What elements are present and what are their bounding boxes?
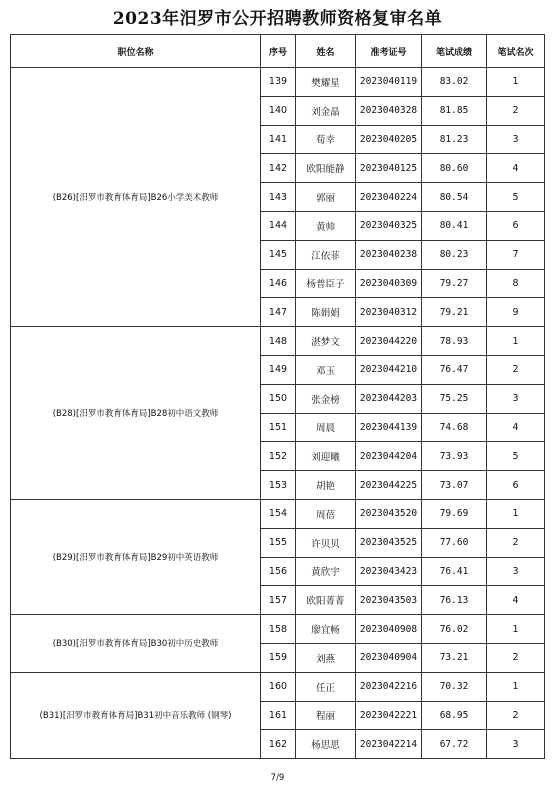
rank-cell: 9: [487, 298, 545, 327]
exam-id-cell: 2023040205: [356, 125, 422, 154]
rank-cell: 6: [487, 211, 545, 240]
name-cell: 许贝贝: [296, 528, 356, 557]
exam-id-cell: 2023040325: [356, 211, 422, 240]
rank-cell: 2: [487, 701, 545, 730]
table-row: [11, 68, 545, 97]
rank-cell: 7: [487, 240, 545, 269]
score-cell: 68.95: [422, 701, 487, 730]
seq-cell: 157: [261, 586, 296, 615]
score-cell: 83.02: [422, 68, 487, 97]
score-cell: 80.41: [422, 211, 487, 240]
position-cell: (B26)[汨罗市教育体育局]B26小学美术教师: [11, 68, 261, 327]
seq-cell: 162: [261, 730, 296, 759]
name-cell: 邓玉: [296, 355, 356, 384]
score-cell: 80.60: [422, 154, 487, 183]
name-cell: 任正: [296, 672, 356, 701]
score-cell: 76.47: [422, 355, 487, 384]
name-cell: 黄帅: [296, 211, 356, 240]
score-cell: 76.02: [422, 615, 487, 644]
exam-id-cell: 2023040224: [356, 183, 422, 212]
table-row: [11, 327, 545, 356]
rank-cell: 4: [487, 586, 545, 615]
score-cell: 76.13: [422, 586, 487, 615]
rank-cell: 3: [487, 730, 545, 759]
score-cell: 79.69: [422, 499, 487, 528]
rank-cell: 5: [487, 442, 545, 471]
name-cell: 刘金晶: [296, 96, 356, 125]
name-cell: 刘燕: [296, 643, 356, 672]
score-cell: 80.23: [422, 240, 487, 269]
seq-cell: 144: [261, 211, 296, 240]
exam-id-cell: 2023040119: [356, 68, 422, 97]
exam-id-cell: 2023040328: [356, 96, 422, 125]
score-cell: 78.93: [422, 327, 487, 356]
rank-cell: 2: [487, 528, 545, 557]
rank-cell: 1: [487, 615, 545, 644]
exam-id-cell: 2023043520: [356, 499, 422, 528]
exam-id-cell: 2023043503: [356, 586, 422, 615]
table-row: [11, 615, 545, 644]
header-exam-id: 准考证号: [356, 35, 422, 68]
seq-cell: 154: [261, 499, 296, 528]
exam-id-cell: 2023042214: [356, 730, 422, 759]
score-cell: 81.23: [422, 125, 487, 154]
seq-cell: 155: [261, 528, 296, 557]
score-cell: 79.21: [422, 298, 487, 327]
score-cell: 81.85: [422, 96, 487, 125]
table-row: [11, 499, 545, 528]
seq-cell: 150: [261, 384, 296, 413]
exam-id-cell: 2023044139: [356, 413, 422, 442]
score-cell: 73.07: [422, 471, 487, 500]
rank-cell: 3: [487, 125, 545, 154]
seq-cell: 143: [261, 183, 296, 212]
score-cell: 73.21: [422, 643, 487, 672]
rank-cell: 1: [487, 68, 545, 97]
name-cell: 湛梦文: [296, 327, 356, 356]
exam-id-cell: 2023044210: [356, 355, 422, 384]
document-title: 2023年汨罗市公开招聘教师资格复审名单: [112, 9, 443, 29]
position-cell: (B31)[汨罗市教育体育局]B31初中音乐教师 (钢琴): [11, 672, 261, 758]
name-cell: 杨思思: [296, 730, 356, 759]
exam-id-cell: 2023042221: [356, 701, 422, 730]
score-cell: 67.72: [422, 730, 487, 759]
exam-id-cell: 2023040238: [356, 240, 422, 269]
seq-cell: 151: [261, 413, 296, 442]
seq-cell: 141: [261, 125, 296, 154]
exam-id-cell: 2023040125: [356, 154, 422, 183]
score-cell: 77.60: [422, 528, 487, 557]
rank-cell: 1: [487, 327, 545, 356]
name-cell: 黄欣宇: [296, 557, 356, 586]
name-cell: 樊耀星: [296, 68, 356, 97]
rank-cell: 3: [487, 384, 545, 413]
header-rank: 笔试名次: [487, 35, 545, 68]
rank-cell: 1: [487, 672, 545, 701]
review-list-table: [10, 34, 545, 759]
name-cell: 廖宜畅: [296, 615, 356, 644]
seq-cell: 159: [261, 643, 296, 672]
position-cell: (B28)[汨罗市教育体育局]B28初中语文教师: [11, 327, 261, 500]
rank-cell: 8: [487, 269, 545, 298]
name-cell: 荀幸: [296, 125, 356, 154]
seq-cell: 161: [261, 701, 296, 730]
page-number: 7/9: [270, 773, 285, 783]
score-cell: 80.54: [422, 183, 487, 212]
exam-id-cell: 2023040309: [356, 269, 422, 298]
name-cell: 周蓓: [296, 499, 356, 528]
header-position: 职位名称: [11, 35, 261, 68]
rank-cell: 2: [487, 355, 545, 384]
rank-cell: 4: [487, 413, 545, 442]
rank-cell: 6: [487, 471, 545, 500]
score-cell: 70.32: [422, 672, 487, 701]
seq-cell: 145: [261, 240, 296, 269]
name-cell: 郭丽: [296, 183, 356, 212]
name-cell: 张金榜: [296, 384, 356, 413]
name-cell: 程丽: [296, 701, 356, 730]
header-seq: 序号: [261, 35, 296, 68]
header-score: 笔试成绩: [422, 35, 487, 68]
score-cell: 75.25: [422, 384, 487, 413]
name-cell: 江依菲: [296, 240, 356, 269]
name-cell: 陈娟娟: [296, 298, 356, 327]
rank-cell: 2: [487, 643, 545, 672]
seq-cell: 158: [261, 615, 296, 644]
seq-cell: 139: [261, 68, 296, 97]
seq-cell: 156: [261, 557, 296, 586]
seq-cell: 148: [261, 327, 296, 356]
name-cell: 胡艳: [296, 471, 356, 500]
score-cell: 73.93: [422, 442, 487, 471]
exam-id-cell: 2023040908: [356, 615, 422, 644]
seq-cell: 146: [261, 269, 296, 298]
name-cell: 杨普臣子: [296, 269, 356, 298]
name-cell: 欧阳菁菁: [296, 586, 356, 615]
exam-id-cell: 2023043423: [356, 557, 422, 586]
rank-cell: 2: [487, 96, 545, 125]
exam-id-cell: 2023044225: [356, 471, 422, 500]
name-cell: 欧阳能静: [296, 154, 356, 183]
table-header-row: [11, 35, 545, 68]
seq-cell: 152: [261, 442, 296, 471]
seq-cell: 149: [261, 355, 296, 384]
exam-id-cell: 2023043525: [356, 528, 422, 557]
exam-id-cell: 2023040904: [356, 643, 422, 672]
exam-id-cell: 2023044220: [356, 327, 422, 356]
table-body: [11, 68, 545, 759]
name-cell: 刘迎曦: [296, 442, 356, 471]
header-name: 姓名: [296, 35, 356, 68]
exam-id-cell: 2023040312: [356, 298, 422, 327]
score-cell: 76.41: [422, 557, 487, 586]
rank-cell: 3: [487, 557, 545, 586]
rank-cell: 4: [487, 154, 545, 183]
seq-cell: 147: [261, 298, 296, 327]
seq-cell: 160: [261, 672, 296, 701]
seq-cell: 142: [261, 154, 296, 183]
rank-cell: 1: [487, 499, 545, 528]
score-cell: 74.68: [422, 413, 487, 442]
score-cell: 79.27: [422, 269, 487, 298]
rank-cell: 5: [487, 183, 545, 212]
exam-id-cell: 2023044204: [356, 442, 422, 471]
seq-cell: 140: [261, 96, 296, 125]
position-cell: (B30)[汨罗市教育体育局]B30初中历史教师: [11, 615, 261, 673]
exam-id-cell: 2023044203: [356, 384, 422, 413]
name-cell: 周晨: [296, 413, 356, 442]
seq-cell: 153: [261, 471, 296, 500]
table-row: [11, 672, 545, 701]
position-cell: (B29)[汨罗市教育体育局]B29初中英语教师: [11, 499, 261, 614]
exam-id-cell: 2023042216: [356, 672, 422, 701]
